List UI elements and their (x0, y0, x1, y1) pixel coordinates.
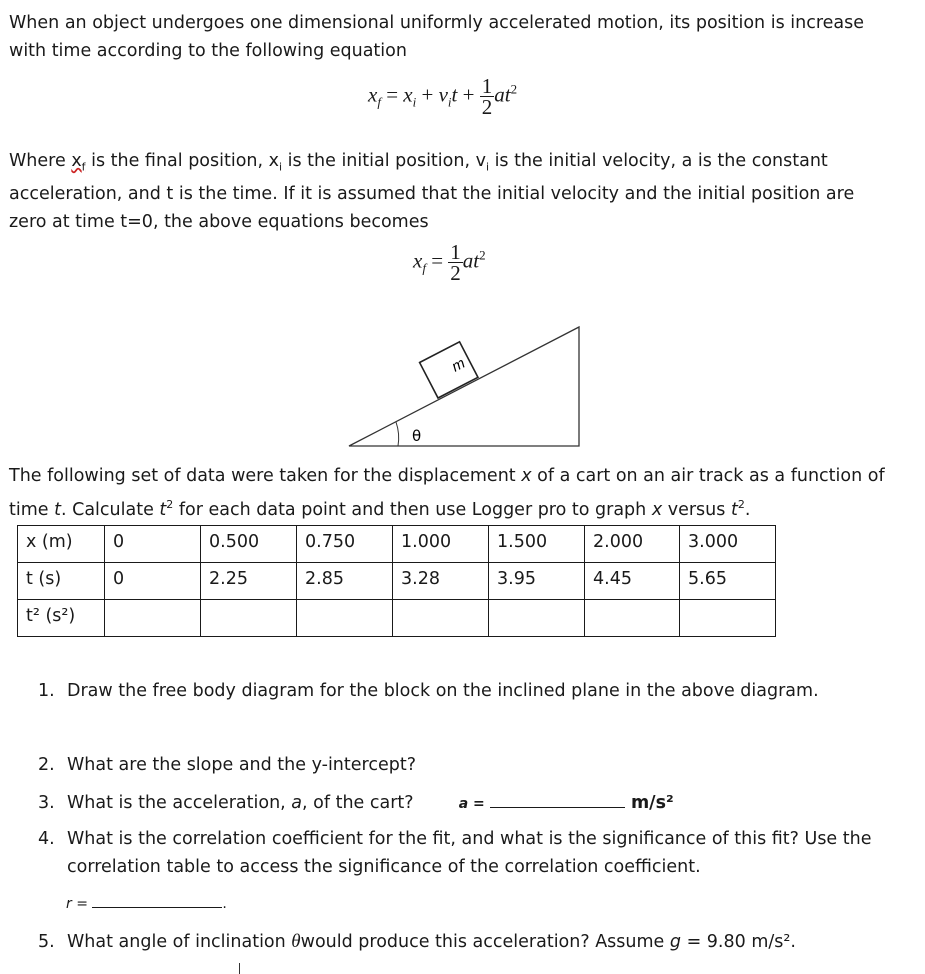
eq1-xf-sub: f (377, 94, 381, 110)
table-cell: 0 (105, 563, 201, 600)
eq2-xf: x (413, 248, 423, 273)
row-label: x (m) (18, 526, 105, 563)
table-cell: 5.65 (680, 563, 776, 600)
data-table (17, 525, 776, 637)
row-label: t² (s²) (18, 600, 105, 637)
question-2: 2. What are the slope and the y-intercept? (38, 755, 416, 775)
incline-triangle (349, 327, 579, 446)
eq1-plus2: + (462, 82, 475, 107)
eq2-exp: 2 (479, 247, 486, 263)
kinematics-equation-simplified (413, 242, 486, 283)
r-answer-blank[interactable] (92, 893, 222, 908)
table-cell[interactable] (105, 600, 201, 637)
eq1-xi: x (403, 82, 413, 107)
table-cell: 1.000 (393, 526, 489, 563)
question-1: 1. Draw the free body diagram for the block on the inclined plane in the above diagram. (38, 681, 819, 701)
angle-label: θ (412, 427, 422, 445)
eq2-equals: = (431, 248, 444, 273)
eq1-t: t (451, 82, 458, 107)
definitions-line-2: acceleration, and t is the time. If it is assumed that the initial velocity and the initial position are (9, 184, 855, 204)
eq1-xi-sub: i (412, 94, 417, 110)
table-cell[interactable] (680, 600, 776, 637)
eq2-at: at (462, 248, 480, 273)
table-cell[interactable] (201, 600, 297, 637)
a-label: a = (458, 796, 485, 812)
eq1-vi: v (438, 82, 448, 107)
intro-line-2: with time according to the following equation (9, 40, 407, 61)
table-row-x (18, 526, 776, 563)
table-cell: 4.45 (585, 563, 680, 600)
definitions-line-1: Where $x_f$ is the final position, $x_i$ is the initial position, $v_i$ is the initial velocity, a is the constant (9, 151, 828, 174)
eq1-vi-sub: i (447, 94, 452, 110)
question-5: 5. What angle of inclination θwould produce this acceleration? Assume g = 9.80 m/s². (38, 931, 796, 952)
table-cell[interactable] (393, 600, 489, 637)
data-intro-paragraph (9, 463, 914, 524)
table-cell: 3.28 (393, 563, 489, 600)
table-cell[interactable] (585, 600, 680, 637)
eq2-fraction: $\frac{1}{2}$ (450, 240, 461, 285)
table-cell: 2.85 (297, 563, 393, 600)
table-cell: 0 (105, 526, 201, 563)
angle-arc (396, 422, 399, 446)
text-cursor (239, 963, 240, 974)
intro-line-1: When an object undergoes one dimensional uniformly accelerated motion, its position is increase (9, 13, 865, 33)
eq1-plus1: + (421, 82, 434, 107)
xf-term: $x_f$ (71, 151, 86, 174)
eq1-xf: x (368, 82, 378, 107)
table-cell: 2.25 (201, 563, 297, 600)
intro-paragraph (9, 10, 914, 65)
question-3: 3. What is the acceleration, a, of the cart? a = m/s² (38, 789, 918, 819)
kinematics-equation-full (368, 76, 517, 117)
inclined-plane-diagram (340, 320, 590, 455)
acceleration-unit: m/s² (630, 793, 674, 813)
eq1-equals: = (386, 82, 399, 107)
row-label: t (s) (18, 563, 105, 600)
eq1-fraction: $\frac{1}{2}$ (481, 74, 493, 119)
definitions-paragraph (9, 148, 914, 236)
table-cell[interactable] (297, 600, 393, 637)
table-row-t2 (18, 600, 776, 637)
question-4: 4. What is the correlation coefficient for the fit, and what is the significance of this fit? Use the correlation table to access the significance of the correlation coefficient. (38, 829, 872, 877)
acceleration-answer-blank[interactable] (490, 789, 625, 808)
eq1-at: at (494, 82, 511, 107)
eq1-exp: 2 (510, 81, 518, 97)
table-cell: 0.500 (201, 526, 297, 563)
definitions-line-3: zero at time t=0, the above equations becomes (9, 211, 429, 232)
table-cell: 3.95 (489, 563, 585, 600)
table-cell: 1.500 (489, 526, 585, 563)
table-cell[interactable] (489, 600, 585, 637)
mass-label: m (448, 354, 468, 376)
table-cell: 3.000 (680, 526, 776, 563)
data-intro-line-2: time t. Calculate $t^2$ for each data point and then use Logger pro to graph x versus $t^2$. (9, 497, 751, 520)
r-answer: r = . (66, 893, 227, 914)
mass-block (420, 342, 478, 398)
table-row-t (18, 563, 776, 600)
table-cell: 2.000 (585, 526, 680, 563)
r-label: r = (66, 896, 88, 912)
table-cell: 0.750 (297, 526, 393, 563)
data-intro-line-1: The following set of data were taken for the displacement x of a cart on an air track as a function of (9, 466, 885, 486)
eq2-xf-sub: f (422, 260, 426, 276)
